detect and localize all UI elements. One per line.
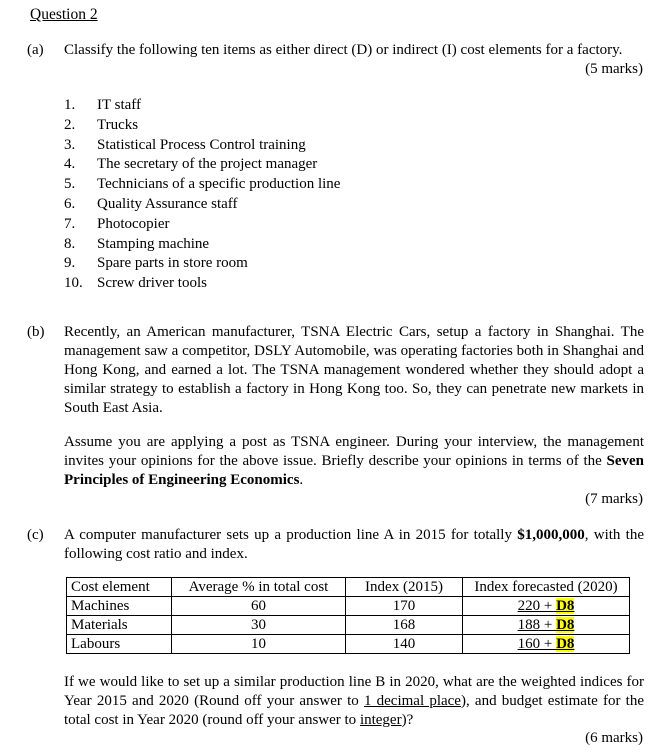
table-row: Labours 10 140 160 + D8 xyxy=(67,635,630,654)
part-c-intro: A computer manufacturer sets up a production line A in 2015 for totally $1,000,000, with the following cost ratio and index. xyxy=(64,527,644,562)
part-c-label: (c) xyxy=(27,527,44,543)
header-average-percent: Average % in total cost xyxy=(172,578,346,597)
part-b-paragraph-1: Recently, an American manufacturer, TSNA Electric Cars, setup a factory in Shanghai. The management saw a competitor, DSLY Automobile, was operating factories both in Shanghai and Hong Kong, and earned a lot. The TSNA management wondered whether they should adopt a similar strategy to establish a factory in Hong Kong too. So, they can penetrate new markets in South East Asia. xyxy=(64,324,644,416)
part-c-marks: (6 marks) xyxy=(585,730,643,746)
list-item: 10. Screw driver tools xyxy=(64,275,207,292)
principles-bold-text: Seven Principles of Engineering Economics xyxy=(64,453,644,488)
part-c-question: If we would like to set up a similar production line B in 2020, what are the weighted indices for Year 2015 and 2020 (Round off your answer to 1 decimal place), and budget estimate for the total cost in Year 2020 (round off your answer to integer)? xyxy=(64,674,644,728)
part-a-item-list xyxy=(64,96,340,294)
part-b-label: (b) xyxy=(27,324,45,340)
d8-variable: D8 xyxy=(556,617,575,633)
budget-amount: $1,000,000 xyxy=(517,527,585,543)
header-cost-element: Cost element xyxy=(67,578,172,597)
d8-variable: D8 xyxy=(556,598,575,614)
header-index-2015: Index (2015) xyxy=(346,578,463,597)
table-row: Materials 30 168 188 + D8 xyxy=(67,616,630,635)
d8-variable: D8 xyxy=(556,636,575,652)
list-item: 7. Photocopier xyxy=(64,215,170,232)
part-b-marks: (7 marks) xyxy=(585,491,643,507)
part-b-paragraph-2: Assume you are applying a post as TSNA engineer. During your interview, the management invites your opinions for the above issue. Briefly describe your opinions in terms of the Seven Principles of Engineering Economics. xyxy=(64,434,644,488)
list-item: 8. Stamping machine xyxy=(64,235,210,252)
table-header-row xyxy=(67,578,630,597)
list-item: 9. Spare parts in store room xyxy=(64,255,248,272)
list-item: 6. Quality Assurance staff xyxy=(64,195,238,212)
part-a-marks: (5 marks) xyxy=(585,61,643,77)
part-a-label: (a) xyxy=(27,42,44,58)
header-index-2020: Index forecasted (2020) xyxy=(463,578,630,597)
table-row: Machines 60 170 220 + D8 xyxy=(67,597,630,616)
list-item: 4. The secretary of the project manager xyxy=(64,156,318,173)
list-item: 2. Trucks xyxy=(64,116,139,133)
list-item: 5. Technicians of a specific production line xyxy=(64,176,341,193)
question-title: Question 2 xyxy=(30,6,98,23)
part-a-prompt: Classify the following ten items as either direct (D) or indirect (I) cost elements for a factory. xyxy=(64,42,623,58)
list-item: 3. Statistical Process Control training xyxy=(64,136,306,153)
list-item: 1. IT staff xyxy=(64,97,142,113)
cost-index-table xyxy=(66,577,630,654)
